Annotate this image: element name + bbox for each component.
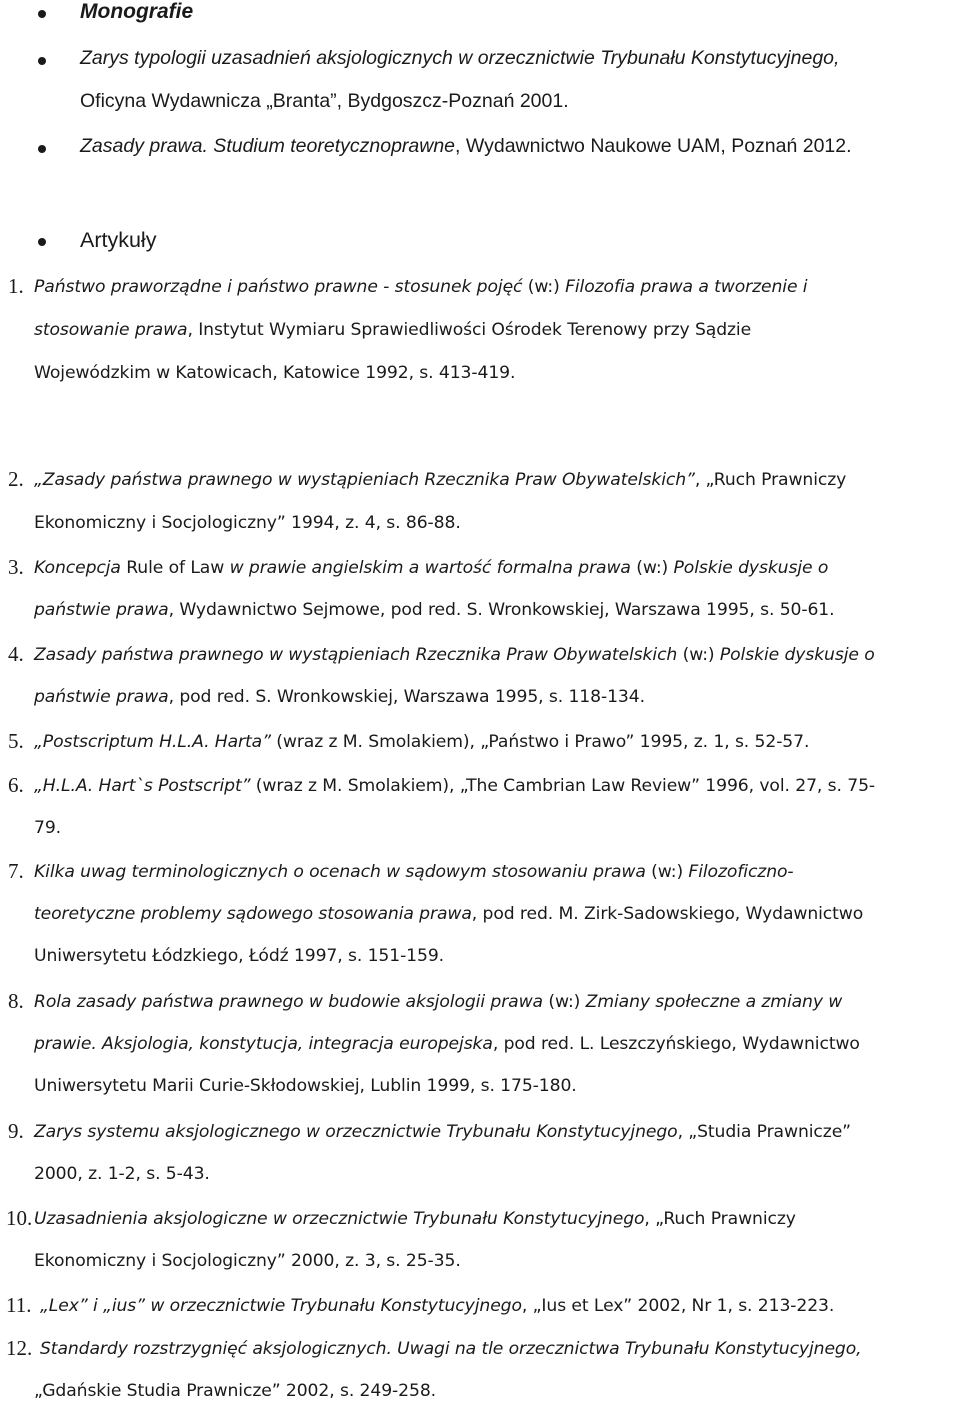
article-12-line-2: „Gdańskie Studia Prawnicze” 2002, s. 249-258. — [34, 1381, 437, 1401]
article-4-line-1 — [34, 645, 875, 665]
article-3-book: Polskie dyskusje o — [673, 558, 829, 578]
article-7-book-cont: teoretyczne problemy sądowego stosowania prawa — [34, 904, 472, 924]
article-7-number: 7. — [8, 859, 24, 883]
article-3-publisher: , Wydawnictwo Sejmowe, pod red. S. Wronkowskiej, Warszawa 1995, s. 50-61. — [168, 600, 835, 620]
article-9-line-2: 2000, z. 1-2, s. 5-43. — [34, 1164, 210, 1184]
article-4-title: Zasady państwa prawnego w wystąpieniach Rzecznika Praw Obywatelskich — [34, 645, 678, 665]
article-6-line-1 — [34, 776, 875, 796]
article-6-line-2: 79. — [34, 818, 62, 838]
article-3-number: 3. — [8, 555, 24, 579]
article-1-line-3: Wojewódzkim w Katowicach, Katowice 1992, s. 413-419. — [34, 363, 516, 383]
article-4-line-2 — [34, 687, 645, 707]
article-2-number: 2. — [8, 467, 24, 491]
article-4-in: (w:) — [677, 645, 720, 665]
article-12-line-1: Standardy rozstrzygnięć aksjologicznych. Uwagi na tle orzecznictwa Trybunału Konstytucyjnego, — [40, 1339, 862, 1359]
article-3-in: (w:) — [630, 558, 674, 578]
article-10-title: Uzasadnienia aksjologiczne w orzecznictwie Trybunału Konstytucyjnego — [34, 1209, 645, 1229]
article-9-journal: , „Studia Prawnicze” — [677, 1122, 851, 1142]
article-7-book: Filozoficzno- — [688, 862, 794, 882]
monograph-2-line — [80, 135, 852, 158]
article-11-number: 11. — [6, 1293, 32, 1317]
article-8-line-3: Uniwersytetu Marii Curie-Skłodowskiej, Lublin 1999, s. 175-180. — [34, 1076, 577, 1096]
article-8-title: Rola zasady państwa prawnego w budowie aksjologii prawa — [34, 992, 543, 1012]
article-8-line-2 — [34, 1034, 860, 1054]
article-11-rest: , „Ius et Lex” 2002, Nr 1, s. 213-223. — [521, 1296, 835, 1316]
article-7-line-1 — [34, 862, 794, 882]
article-6-number: 6. — [8, 773, 24, 797]
article-8-number: 8. — [8, 989, 24, 1013]
article-1-line-2 — [34, 320, 751, 340]
article-4-number: 4. — [8, 642, 24, 666]
article-3-line-2 — [34, 600, 835, 620]
article-10-line-1 — [34, 1209, 796, 1229]
article-8-line-1 — [34, 992, 842, 1012]
article-3-title-part-2: w prawie angielskim a wartość formalna prawa — [229, 558, 631, 578]
article-7-publisher: , pod red. M. Zirk-Sadowskiego, Wydawnictwo — [471, 904, 864, 924]
monograph-2-title: Zasady prawa. Studium teoretycznoprawne — [80, 135, 456, 157]
article-1-title: Państwo praworządne i państwo prawne - stosunek pojęć — [34, 277, 523, 297]
article-10-journal: , „Ruch Prawniczy — [644, 1209, 796, 1229]
article-9-title: Zarys systemu aksjologicznego w orzecznictwie Trybunału Konstytucyjnego — [34, 1122, 678, 1142]
article-11-line-1 — [40, 1296, 834, 1316]
article-10-number: 10. — [6, 1206, 33, 1230]
article-3-title-part-1: Koncepcja — [34, 558, 121, 578]
article-2-title: „Zasady państwa prawnego w wystąpieniach Rzecznika Praw Obywatelskich” — [34, 470, 695, 490]
article-1-book-cont: stosowanie prawa — [34, 320, 188, 340]
article-2-journal: , „Ruch Prawniczy — [694, 470, 847, 490]
article-1-number: 1. — [8, 274, 24, 298]
article-2-line-1 — [34, 470, 846, 490]
article-8-publisher: , pod red. L. Leszczyńskiego, Wydawnictwo — [492, 1034, 860, 1054]
article-4-book-cont: państwie prawa — [34, 687, 169, 707]
article-7-in: (w:) — [645, 862, 689, 882]
articles-heading: Artykuły — [80, 228, 157, 252]
article-5-title: „Postscriptum H.L.A. Harta” — [34, 732, 271, 752]
article-6-rest: (wraz z M. Smolakiem), „The Cambrian Law Review” 1996, vol. 27, s. 75- — [250, 776, 876, 796]
article-10-line-2: Ekonomiczny i Socjologiczny” 2000, z. 3, s. 25-35. — [34, 1251, 461, 1271]
monographs-heading: Monografie — [80, 0, 194, 23]
bullet-icon — [38, 238, 46, 246]
article-4-publisher: , pod red. S. Wronkowskiej, Warszawa 1995, s. 118-134. — [168, 687, 645, 707]
article-1-line-1 — [34, 277, 808, 297]
article-9-line-1 — [34, 1122, 851, 1142]
bullet-icon — [38, 57, 46, 65]
article-1-book: Filozofia prawa a tworzenie i — [565, 277, 808, 297]
article-4-book: Polskie dyskusje o — [719, 645, 875, 665]
article-8-book: Zmiany społeczne a zmiany w — [585, 992, 843, 1012]
article-8-book-cont: prawie. Aksjologia, konstytucja, integracja europejska — [34, 1034, 493, 1054]
article-5-number: 5. — [8, 729, 24, 753]
article-7-title: Kilka uwag terminologicznych o ocenach w sądowym stosowaniu prawa — [34, 862, 646, 882]
article-3-line-1 — [34, 558, 828, 578]
article-6-title: „H.L.A. Hart`s Postscript” — [34, 776, 251, 796]
article-5-line-1 — [34, 732, 809, 752]
monograph-1-line-1: Zarys typologii uzasadnień aksjologicznych w orzecznictwie Trybunału Konstytucyjnego, — [80, 47, 840, 69]
monograph-1-line-2: Oficyna Wydawnicza „Branta”, Bydgoszcz-Poznań 2001. — [80, 90, 569, 112]
article-1-in: (w:) — [522, 277, 566, 297]
bullet-icon — [38, 10, 46, 18]
bullet-icon — [38, 145, 46, 153]
article-2-line-2: Ekonomiczny i Socjologiczny” 1994, z. 4, s. 86-88. — [34, 513, 461, 533]
article-5-rest: (wraz z M. Smolakiem), „Państwo i Prawo” 1995, z. 1, s. 52-57. — [270, 732, 810, 752]
monograph-2-rest: , Wydawnictwo Naukowe UAM, Poznań 2012. — [455, 135, 852, 157]
article-7-line-3: Uniwersytetu Łódzkiego, Łódź 1997, s. 151-159. — [34, 946, 445, 966]
article-12-number: 12. — [6, 1336, 33, 1360]
article-3-title-plain: Rule of Law — [120, 558, 230, 578]
article-1-publisher: , Instytut Wymiaru Sprawiedliwości Ośrodek Terenowy przy Sądzie — [187, 320, 752, 340]
article-7-line-2 — [34, 904, 863, 924]
article-3-book-cont: państwie prawa — [34, 600, 169, 620]
article-11-title: „Lex” i „ius” w orzecznictwie Trybunału Konstytucyjnego — [40, 1296, 522, 1316]
article-9-number: 9. — [8, 1119, 24, 1143]
article-8-in: (w:) — [542, 992, 586, 1012]
